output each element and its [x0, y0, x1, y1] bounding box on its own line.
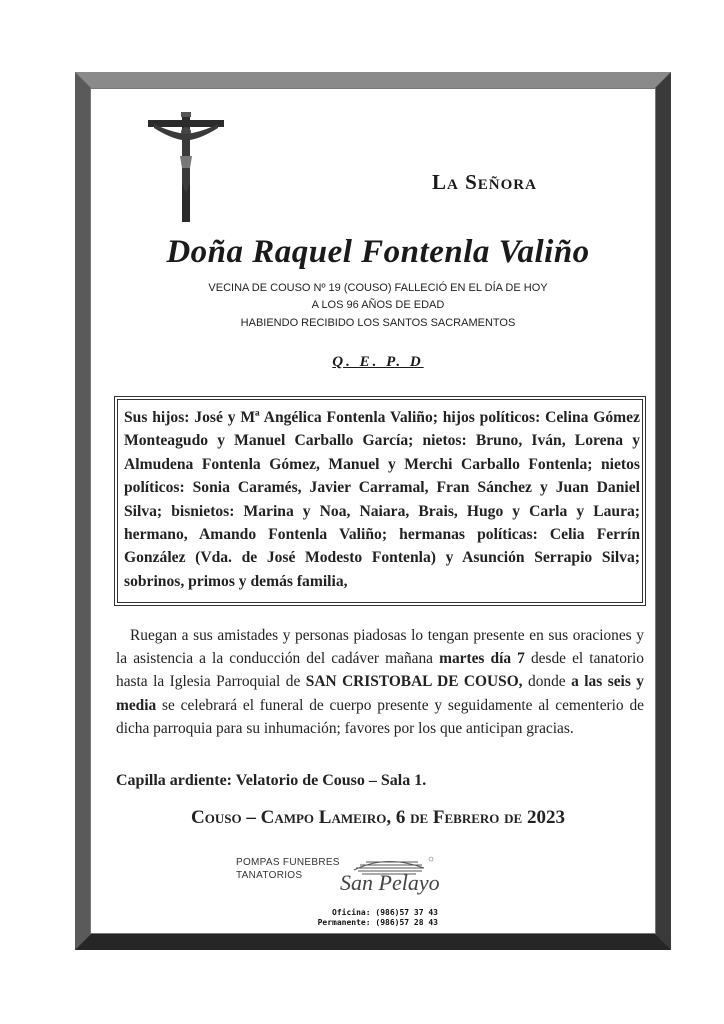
deceased-name: Doña Raquel Fontenla Valiño — [166, 234, 590, 270]
body-church: SAN CRISTOBAL DE COUSO, — [305, 673, 523, 691]
contact-info — [298, 908, 438, 928]
body-text-4: se celebrará el funeral de cuerpo presente y seguidamente al cementerio de dicha parroquia para su inhumación; favores por los que anticipan gracias. — [116, 696, 644, 737]
body-day: martes día 7 — [439, 650, 525, 668]
age-line: A LOS 96 AÑOS DE EDAD — [311, 299, 445, 311]
dateline: Couso – Campo Lameiro, 6 de Febrero de 2023 — [191, 807, 565, 828]
residence-line: VECINA DE COUSO Nº 19 (COUSO) FALLECIÓ EN EL DÍA DE HOY — [208, 282, 548, 294]
funeral-home-tagline — [236, 856, 340, 882]
title-prefix: La Señora — [432, 170, 537, 194]
body-text-3: donde — [528, 673, 566, 691]
body-text-2: desde el tanatorio hasta la Iglesia Parroquial de — [116, 650, 645, 691]
funeral-home-logo — [236, 856, 456, 926]
crucifix-icon — [144, 112, 228, 224]
request-paragraph — [116, 624, 644, 740]
body-time: a las seis y media — [116, 673, 644, 714]
family-box — [114, 396, 646, 606]
body-text-1: Ruegan a sus amistades y personas piadosas lo tengan presente en sus oraciones y la asistencia a la conducción del cadáver mañana — [116, 627, 644, 668]
sacraments-line: HABIENDO RECIBIDO LOS SANTOS SACRAMENTOS — [240, 317, 516, 329]
brand-name: San Pelayo — [340, 870, 440, 895]
qepd-text: Q. E. P. D — [332, 354, 424, 370]
chapel-line: Capilla ardiente: Velatorio de Couso – Sala 1. — [116, 772, 427, 789]
office-phone: Oficina: (986)57 37 43 — [332, 908, 438, 917]
tanatorios-label: TANATORIOS — [236, 870, 303, 881]
permanent-phone: Permanente: (986)57 28 43 — [317, 918, 438, 927]
family-list: Sus hijos: José y Mª Angélica Fontenla Valiño; hijos políticos: Celina Gómez Monteagudo y Manuel Carballo García; nietos: Bruno, Iván, Lorena y Almudena Fontenla Gómez, Manuel y Merchi Carballo Fontenla; nietos políticos: Sonia Caramés, Javier Carramal, Fran Sánchez y Juan Daniel Silva; bisnietos: Marina y Noa, Naiara, Brais, Hugo y Carla y Laura; hermano, Amando Fontenla Valiño; hermanas políticas: Celia Ferrín González (Vda. de José Modesto Fontenla) y Asunción Serrapio Silva; sobrinos, primos y demás familia, — [117, 399, 643, 603]
pompas-label: POMPAS FUNEBRES — [236, 857, 340, 868]
